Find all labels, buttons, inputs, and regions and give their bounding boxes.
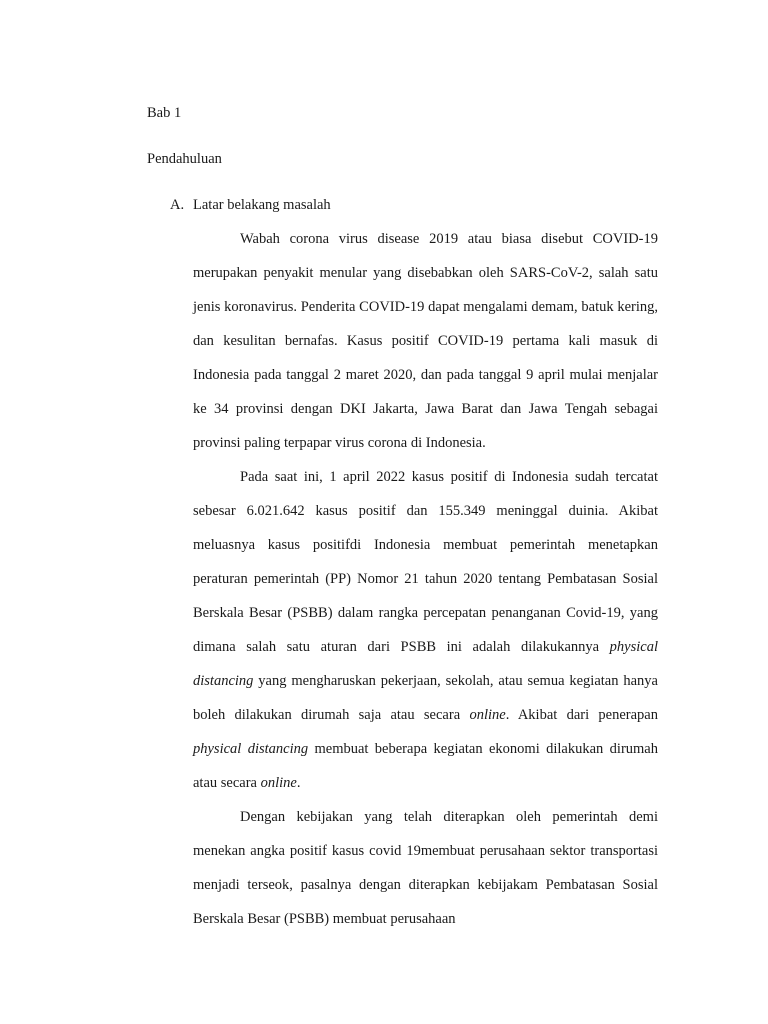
italic-term: physical distancing [193, 741, 309, 757]
paragraph-2-text: . [296, 775, 301, 791]
body-text [193, 222, 658, 936]
chapter-title: Pendahuluan [147, 151, 222, 167]
chapter-number: Bab 1 [147, 105, 182, 121]
paragraph-3: Dengan kebijakan yang telah diterapkan oleh pemerintah demi menekan angka positif kasus covid 19membuat perusahaan sektor transportasi menjadi terseok, pasalnya dengan diterapkan kebijakam Pembatasan Sosial Berskala Besar (PSBB) membuat perusahaan [193, 809, 658, 927]
italic-term: physical distancing [193, 639, 658, 689]
paragraph-2-text: Pada saat ini, 1 april 2022 kasus positif di Indonesia sudah tercatat sebesar 6.021.642 kasus positif dan 155.349 meninggal duinia. Akibat meluasnya kasus positifdi Indonesia membuat pemerintah menetapkan peraturan pemerintah (PP) Nomor 21 tahun 2020 tentang Pembatasan Sosial Berskala Besar (PSBB) dalam rangka percepatan penanganan Covid-19, yang dimana salah satu aturan dari PSBB ini adalah dilakukannya [193, 469, 658, 655]
paragraph-2-text: yang mengharuskan pekerjaan, sekolah, atau semua kegiatan hanya boleh dilakukan dirumah saja atau secara [193, 673, 658, 723]
section-heading [170, 196, 331, 214]
paragraph-2-text: . Akibat dari penerapan [505, 707, 658, 723]
italic-term: online [469, 707, 506, 723]
section-marker: A. [170, 197, 185, 213]
section-title: Latar belakang masalah [193, 197, 331, 213]
paragraph-2-text: membuat beberapa kegiatan ekonomi dilakukan dirumah atau secara [193, 741, 658, 791]
paragraph-1: Wabah corona virus disease 2019 atau biasa disebut COVID-19 merupakan penyakit menular yang disebabkan oleh SARS-CoV-2, salah satu jenis koronavirus. Penderita COVID-19 dapat mengalami demam, batuk kering, dan kesulitan bernafas. Kasus positif COVID-19 pertama kali masuk di Indonesia pada tanggal 2 maret 2020, dan pada tanggal 9 april mulai menjalar ke 34 provinsi dengan DKI Jakarta, Jawa Barat dan Jawa Tengah sebagai provinsi paling terpapar virus corona di Indonesia. [193, 231, 658, 451]
paragraph-2 [193, 460, 658, 800]
italic-term: online [260, 775, 297, 791]
